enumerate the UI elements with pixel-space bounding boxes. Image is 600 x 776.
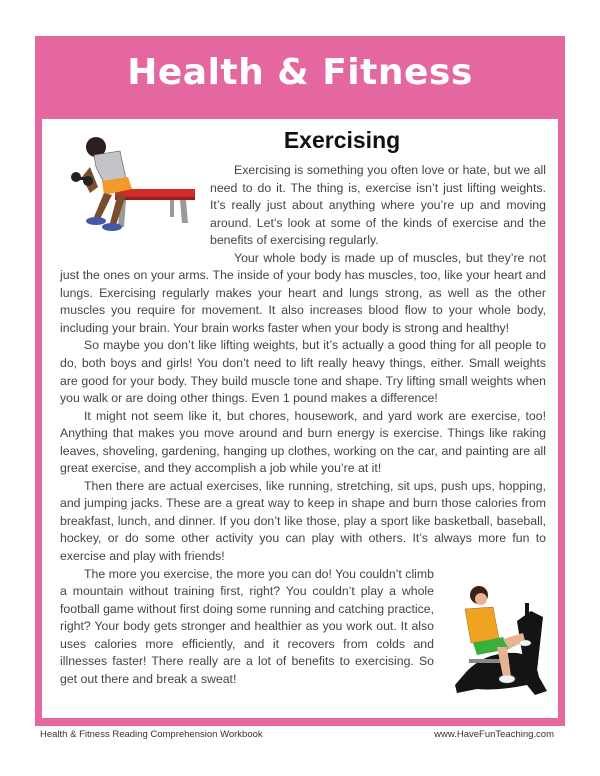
paragraph: It might not seem like it, but chores, housework, and yard work are exercise, too! Anything that makes you move around and burn energy is exercise. Things like raking leaves, shoveling, gardening, hanging up clothes, working on the car, and painting are all great exercise, and they accomplish a job while you’re at it!: [60, 408, 546, 476]
paragraph-text: Exercising is something you often love or hate, but we all need to do it. The thing is, exercise isn’t just lifting weights. It’s really just about anything where you’re up and moving around. Let’s look at some of the kinds of exercise and the benefits of exercising regularly.: [210, 163, 546, 248]
page-frame: [35, 36, 565, 726]
paragraph: So maybe you don’t like lifting weights, but it’s actually a good thing for all people to do, both boys and girls! You don’t need to lift really heavy things, either. Small weights are good for your body. They build muscle tone and shape. Try lifting small weights when you walk or are doing other things. Even 1 pound makes a difference!: [60, 338, 546, 406]
banner-title: Health & Fitness: [127, 52, 473, 93]
paragraph: Your whole body is made up of muscles, but they’re not just the ones on your arms. The inside of your body has muscles, too, like your heart and lungs. Exercising regularly makes your heart and lungs strong, as well as the other muscles you require for movement. It also increases blood flow to your whole body, including your brain. Your brain works faster when your body is strong and healthy!: [60, 250, 546, 335]
footer-workbook-title: Health & Fitness Reading Comprehension Workbook: [40, 729, 263, 740]
paragraph: [60, 566, 546, 689]
paragraph-text: The more you exercise, the more you can do! You couldn’t climb a mountain without training first, right? You couldn’t play a whole football game without first doing some running and catching practice, right? Your body gets stronger and healthier as you work out. It also uses calories more efficiently, and it recovers from colds and illnesses faster! There really are a lot of benefits to exercising. So get out there and break a sweat!: [60, 566, 434, 686]
image-spacer: [60, 162, 210, 250]
article-body: [60, 162, 546, 690]
paragraph: Then there are actual exercises, like running, stretching, sit ups, push ups, hopping, and jumping jacks. These are a great way to keep in shape and burn those calories from breakfast, lunch, and dinner. If you don’t like those, play a sport like basketball, baseball, hockey, or do some other activity you can play with others. It’s always more fun to exercise and play with friends!: [60, 478, 546, 564]
footer-website-link[interactable]: www.HaveFunTeaching.com: [434, 729, 554, 740]
article-title: Exercising: [283, 127, 401, 153]
image-spacer: [434, 570, 546, 690]
content-panel: [42, 119, 558, 718]
paragraph: [60, 162, 546, 250]
